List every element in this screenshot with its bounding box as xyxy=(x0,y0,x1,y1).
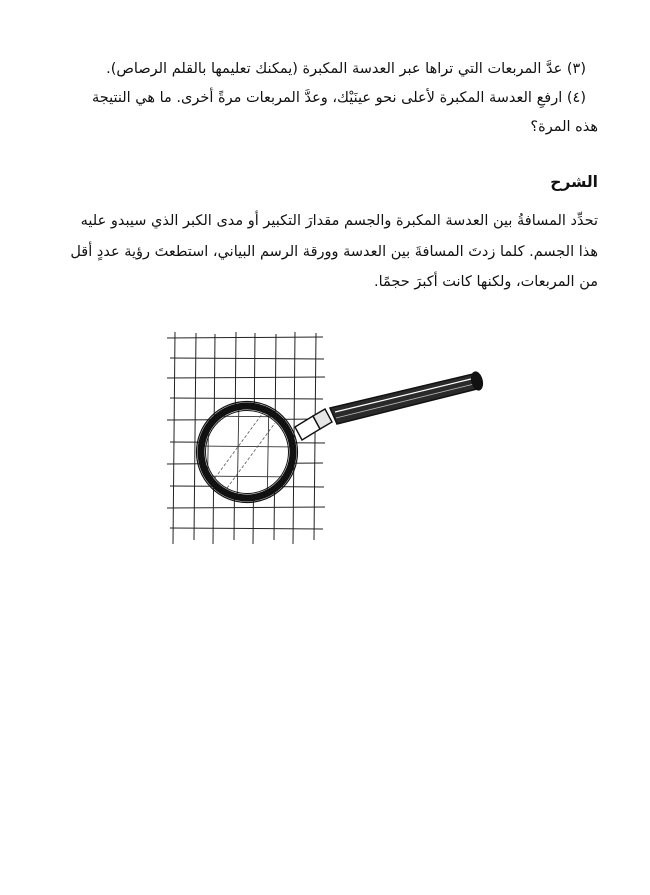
magnifying-glass-over-grid-icon xyxy=(165,328,495,550)
step-4-text: ارفعِ العدسة المكبرة لأعلى نحو عينَيْك، وعدَّ المربعات مرةً أخرى. ما هي النتيجة xyxy=(91,90,563,106)
explanation-line-2: هذا الجسم. كلما زدتَ المسافةَ بين العدسة وورقة الرسم البياني، استطعتَ رؤية عددٍ أقل xyxy=(70,243,598,260)
explanation-line-3: من المربعات، ولكنها كانت أكبرَ حجمًا. xyxy=(374,274,598,290)
section-heading: الشرح xyxy=(550,173,598,191)
step-4-continuation: هذه المرة؟ xyxy=(530,119,598,135)
lens-neck xyxy=(295,409,332,440)
explanation-line-1: تحدِّد المسافةُ بين العدسة المكبرة والجسم مقدارَ التكبير أو مدى الكبر الذي سيبدو عليه xyxy=(80,213,598,229)
step-3-number: (٣) xyxy=(566,61,586,77)
step-3 xyxy=(50,55,598,84)
step-4 xyxy=(50,84,598,113)
step-3-text: عدَّ المربعات التي تراها عبر العدسة المكبرة (يمكنك تعليمها بالقلم الرصاص). xyxy=(106,61,563,77)
explanation-paragraph xyxy=(50,206,598,298)
procedure-steps xyxy=(50,55,598,142)
handle xyxy=(330,371,484,424)
step-4-number: (٤) xyxy=(566,90,586,106)
